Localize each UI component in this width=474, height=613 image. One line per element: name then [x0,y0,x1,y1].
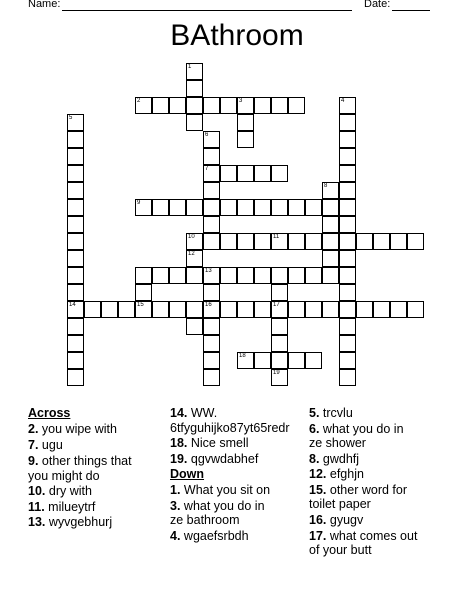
grid-cell[interactable] [186,63,203,80]
grid-cell[interactable] [339,131,356,148]
clue-down-17-cont: of your butt [309,543,372,557]
clue-text: you wipe with [41,422,117,436]
grid-cell[interactable] [203,182,220,199]
clue-number: 10. [28,484,46,498]
grid-cell[interactable] [203,97,220,114]
grid-cell[interactable] [186,250,203,267]
clue-text: what you do in [322,422,404,436]
clue-across-11 [28,500,95,516]
clue-across-7 [28,438,63,454]
cell-number: 13 [205,268,212,274]
cell-number: 5 [69,115,73,121]
clue-text: trcvlu [322,406,353,420]
grid-cell[interactable] [203,301,220,318]
grid-cell[interactable] [271,301,288,318]
clue-across-2 [28,422,117,438]
name-label: Name: [28,0,61,10]
clue-number: 7. [28,438,39,452]
grid-cell[interactable] [373,301,390,318]
grid-cell[interactable] [407,233,424,250]
clue-number: 12. [309,467,327,481]
clue-down-8 [309,452,359,468]
grid-cell[interactable] [271,165,288,182]
grid-cell[interactable] [186,114,203,131]
grid-cell[interactable] [288,199,305,216]
clue-down-3-cont: ze bathroom [170,513,240,527]
grid-cell[interactable] [67,148,84,165]
grid-cell[interactable] [135,199,152,216]
clue-number: 13. [28,515,46,529]
grid-cell[interactable] [339,318,356,335]
grid-cell[interactable] [203,318,220,335]
grid-cell[interactable] [186,233,203,250]
cell-number: 19 [273,370,280,376]
grid-cell[interactable] [237,114,254,131]
grid-cell[interactable] [169,199,186,216]
clue-down-1 [170,483,270,499]
grid-cell[interactable] [322,182,339,199]
grid-cell[interactable] [203,216,220,233]
date-label: Date: [364,0,391,10]
clue-number: 5. [309,406,320,420]
clue-across-9-cont: you might do [28,469,100,483]
grid-cell[interactable] [288,301,305,318]
cell-number: 2 [137,98,141,104]
grid-cell[interactable] [305,267,322,284]
grid-cell[interactable] [67,284,84,301]
grid-cell[interactable] [67,250,84,267]
grid-cell[interactable] [339,352,356,369]
grid-cell[interactable] [254,352,271,369]
grid-cell[interactable] [220,165,237,182]
clue-number: 18. [170,436,188,450]
grid-cell[interactable] [339,97,356,114]
cell-number: 6 [205,132,209,138]
grid-cell[interactable] [186,199,203,216]
grid-cell[interactable] [339,284,356,301]
grid-cell[interactable] [203,233,220,250]
grid-cell[interactable] [67,114,84,131]
grid-cell[interactable] [271,267,288,284]
cell-number: 14 [69,302,76,308]
grid-cell[interactable] [339,335,356,352]
grid-cell[interactable] [339,165,356,182]
grid-cell[interactable] [135,267,152,284]
clue-text: What you sit on [183,483,271,497]
clue-text: efghjn [329,467,364,481]
clue-number: 2. [28,422,39,436]
grid-cell[interactable] [254,233,271,250]
grid-cell[interactable] [390,301,407,318]
clue-across-14 [170,406,217,422]
grid-cell[interactable] [203,335,220,352]
clue-text: other things that [41,454,132,468]
grid-cell[interactable] [254,267,271,284]
grid-cell[interactable] [169,97,186,114]
grid-cell[interactable] [390,233,407,250]
grid-cell[interactable] [254,199,271,216]
grid-cell[interactable] [203,352,220,369]
grid-cell[interactable] [67,352,84,369]
grid-cell[interactable] [203,267,220,284]
grid-cell[interactable] [203,148,220,165]
clue-text: what comes out [329,529,418,543]
clue-text: wgaefsrbdh [183,529,249,543]
grid-cell[interactable] [271,318,288,335]
cell-number: 8 [324,183,328,189]
grid-cell[interactable] [152,267,169,284]
clue-number: 3. [170,499,181,513]
grid-cell[interactable] [67,199,84,216]
grid-cell[interactable] [305,233,322,250]
grid-cell[interactable] [67,369,84,386]
grid-cell[interactable] [186,97,203,114]
grid-cell[interactable] [339,369,356,386]
cell-number: 18 [239,353,246,359]
clue-down-6-cont: ze shower [309,436,366,450]
grid-cell[interactable] [339,267,356,284]
grid-cell[interactable] [322,250,339,267]
grid-cell[interactable] [186,318,203,335]
grid-cell[interactable] [288,97,305,114]
grid-cell[interactable] [271,97,288,114]
grid-cell[interactable] [237,301,254,318]
grid-cell[interactable] [203,284,220,301]
grid-cell[interactable] [84,301,101,318]
grid-cell[interactable] [288,233,305,250]
clue-number: 15. [309,483,327,497]
grid-cell[interactable] [67,131,84,148]
grid-cell[interactable] [152,199,169,216]
grid-cell[interactable] [135,284,152,301]
grid-cell[interactable] [339,199,356,216]
clue-across-10 [28,484,92,500]
grid-cell[interactable] [237,199,254,216]
grid-cell[interactable] [339,250,356,267]
grid-cell[interactable] [67,233,84,250]
cell-number: 1 [188,64,192,70]
grid-cell[interactable] [203,165,220,182]
clue-text: ugu [41,438,63,452]
clue-text: qgvwdabhef [190,452,259,466]
grid-cell[interactable] [220,233,237,250]
grid-cell[interactable] [288,352,305,369]
clue-text: dry with [48,484,92,498]
cell-number: 11 [273,234,280,240]
clue-down-4 [170,529,249,545]
grid-cell[interactable] [271,199,288,216]
grid-cell[interactable] [135,97,152,114]
clue-across-18 [170,436,249,452]
grid-cell[interactable] [135,301,152,318]
grid-cell[interactable] [356,301,373,318]
clue-text: what you do in [183,499,265,513]
clue-across-13 [28,515,112,531]
grid-cell[interactable] [339,233,356,250]
grid-cell[interactable] [186,80,203,97]
grid-cell[interactable] [220,301,237,318]
grid-cell[interactable] [67,267,84,284]
cell-number: 15 [137,302,144,308]
grid-cell[interactable] [67,182,84,199]
grid-cell[interactable] [305,301,322,318]
clue-down-12 [309,467,364,483]
grid-cell[interactable] [322,301,339,318]
cell-number: 12 [188,251,195,257]
grid-cell[interactable] [322,233,339,250]
clue-number: 8. [309,452,320,466]
grid-cell[interactable] [305,199,322,216]
grid-cell[interactable] [67,216,84,233]
clue-text: gyugv [329,513,364,527]
grid-cell[interactable] [152,97,169,114]
grid-cell[interactable] [220,97,237,114]
clue-number: 9. [28,454,39,468]
grid-cell[interactable] [339,301,356,318]
cell-number: 16 [205,302,212,308]
cell-number: 17 [273,302,280,308]
grid-cell[interactable] [186,301,203,318]
cell-number: 7 [205,166,209,172]
clue-number: 16. [309,513,327,527]
grid-cell[interactable] [237,165,254,182]
grid-cell[interactable] [288,267,305,284]
grid-cell[interactable] [254,165,271,182]
clue-across-14-cont: 6tfyguhijko87yt65redr [170,421,290,435]
grid-cell[interactable] [271,352,288,369]
clue-number: 1. [170,483,181,497]
clue-text: milueytrf [48,500,96,514]
grid-cell[interactable] [237,131,254,148]
grid-cell[interactable] [67,318,84,335]
clue-down-16 [309,513,363,529]
cell-number: 10 [188,234,195,240]
grid-cell[interactable] [152,301,169,318]
grid-cell[interactable] [322,216,339,233]
clue-number: 14. [170,406,188,420]
clue-down-5 [309,406,353,422]
grid-cell[interactable] [322,199,339,216]
clue-number: 4. [170,529,181,543]
grid-cell[interactable] [322,267,339,284]
grid-cell[interactable] [203,199,220,216]
grid-cell[interactable] [373,233,390,250]
grid-cell[interactable] [169,267,186,284]
grid-cell[interactable] [356,233,373,250]
grid-cell[interactable] [339,114,356,131]
grid-cell[interactable] [220,199,237,216]
clue-text: gwdhfj [322,452,360,466]
grid-cell[interactable] [203,131,220,148]
cell-number: 4 [341,98,345,104]
clue-text: wyvgebhurj [48,515,113,529]
clue-number: 11. [28,500,45,514]
clue-number: 6. [309,422,320,436]
grid-cell[interactable] [339,216,356,233]
grid-cell[interactable] [339,182,356,199]
grid-cell[interactable] [407,301,424,318]
clue-across-9 [28,454,132,470]
grid-cell[interactable] [203,369,220,386]
grid-cell[interactable] [254,97,271,114]
down-heading: Down [170,467,205,481]
grid-cell[interactable] [237,233,254,250]
grid-cell[interactable] [271,284,288,301]
grid-cell[interactable] [237,267,254,284]
clue-down-15-cont: toilet paper [309,497,371,511]
cell-number: 9 [137,200,141,206]
clue-text: Nice smell [190,436,249,450]
clue-number: 19. [170,452,188,466]
cell-number: 3 [239,98,243,104]
grid-cell[interactable] [305,352,322,369]
across-heading: Across [28,406,71,420]
grid-cell[interactable] [271,369,288,386]
grid-cell[interactable] [271,233,288,250]
grid-cell[interactable] [67,165,84,182]
grid-cell[interactable] [271,335,288,352]
grid-cell[interactable] [101,301,118,318]
clue-text: other word for [329,483,407,497]
grid-cell[interactable] [67,335,84,352]
page-title: BAthroom [170,19,304,52]
clue-text: WW. [190,406,218,420]
grid-cell[interactable] [67,301,84,318]
clue-across-19 [170,452,258,468]
grid-cell[interactable] [220,267,237,284]
grid-cell[interactable] [169,301,186,318]
grid-cell[interactable] [237,352,254,369]
grid-cell[interactable] [254,301,271,318]
clue-number: 17. [309,529,327,543]
grid-cell[interactable] [118,301,135,318]
grid-cell[interactable] [237,97,254,114]
grid-cell[interactable] [339,148,356,165]
grid-cell[interactable] [186,267,203,284]
